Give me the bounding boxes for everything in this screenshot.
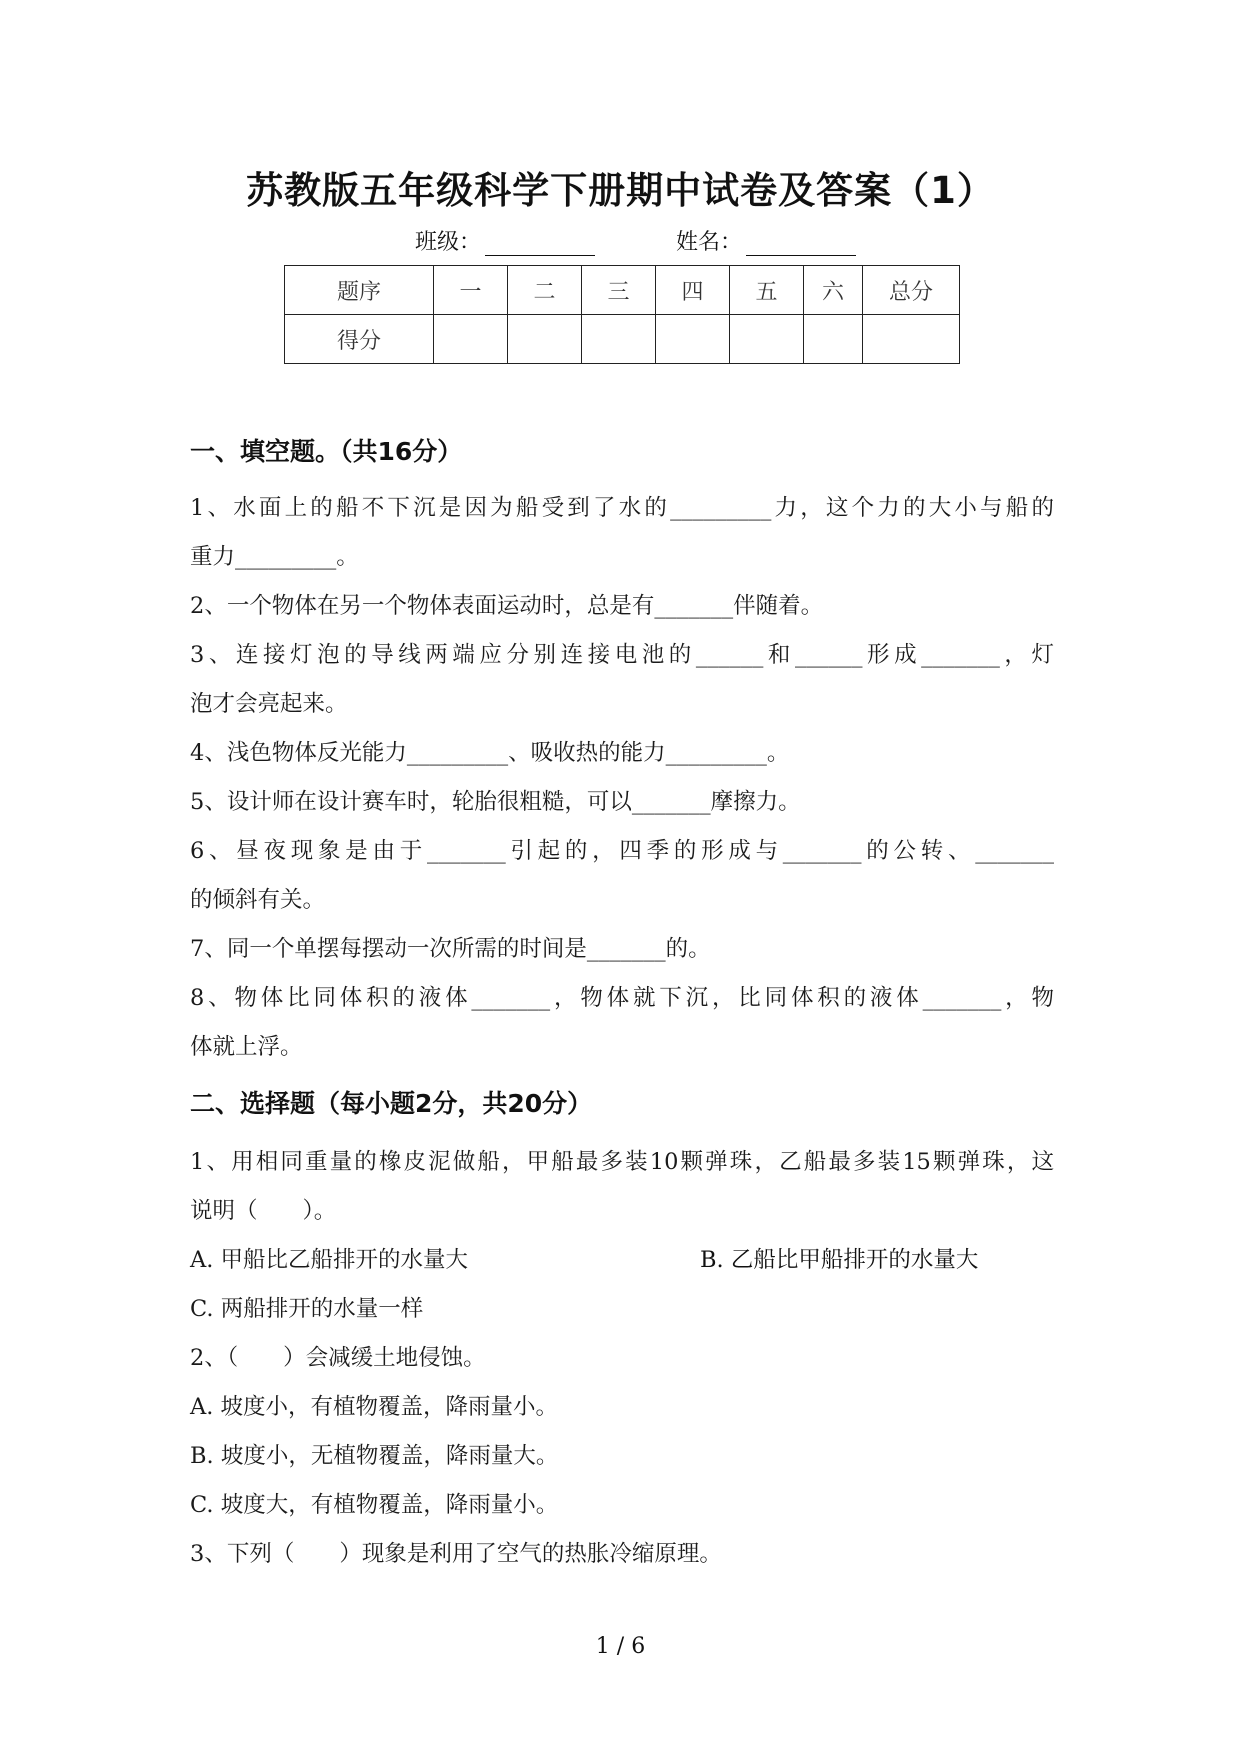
question-line: 2、一个物体在另一个物体表面运动时，总是有_______伴随着。 — [190, 593, 824, 619]
score-header-cell: 五 — [730, 266, 804, 315]
question-line: 体就上浮。 — [190, 1034, 303, 1060]
score-header-cell: 四 — [656, 266, 730, 315]
question-line: 1、用相同重量的橡皮泥做船，甲船最多装10颗弹珠，乙船最多装15颗弹珠，这 — [190, 1149, 1054, 1175]
score-cell — [863, 315, 960, 364]
score-cell — [582, 315, 656, 364]
option-a: A. 甲船比乙船排开的水量大 — [190, 1247, 469, 1273]
question-line: 3、下列（ ）现象是利用了空气的热胀冷缩原理。 — [190, 1541, 722, 1567]
score-table-score-row — [285, 315, 960, 364]
question-line: 泡才会亮起来。 — [190, 691, 348, 717]
question-line: 7、同一个单摆每摆动一次所需的时间是_______的。 — [190, 936, 711, 962]
question-line: 6、昼夜现象是由于_______引起的，四季的形成与_______的公转、_______ — [190, 838, 1054, 864]
class-blank — [485, 233, 595, 256]
name-field — [676, 225, 856, 256]
option-c: C. 坡度大，有植物覆盖，降雨量小。 — [190, 1492, 559, 1518]
option-b: B. 坡度小，无植物覆盖，降雨量大。 — [190, 1443, 559, 1469]
section2-heading: 二、选择题（每小题2分，共20分） — [190, 1089, 593, 1118]
score-cell — [730, 315, 804, 364]
option-c: C. 两船排开的水量一样 — [190, 1296, 424, 1322]
score-row-label: 得分 — [285, 315, 434, 364]
name-label: 姓名： — [676, 230, 743, 255]
question-line: 说明（ ）。 — [190, 1198, 337, 1224]
section1-heading: 一、填空题。（共16分） — [190, 437, 463, 466]
score-cell — [656, 315, 730, 364]
score-header-cell: 一 — [434, 266, 508, 315]
question-line: 2、（ ）会减缓土地侵蚀。 — [190, 1345, 486, 1371]
question-line: 4、浅色物体反光能力_________、吸收热的能力_________。 — [190, 740, 790, 766]
score-cell — [508, 315, 582, 364]
score-cell — [434, 315, 508, 364]
question-line: 8、物体比同体积的液体_______，物体就下沉，比同体积的液体_______，物 — [190, 985, 1054, 1011]
question-line: 1、水面上的船不下沉是因为船受到了水的_________力，这个力的大小与船的 — [190, 495, 1054, 521]
option-b: B. 乙船比甲船排开的水量大 — [700, 1247, 979, 1273]
option-a: A. 坡度小，有植物覆盖，降雨量小。 — [190, 1394, 559, 1420]
score-header-cell: 总分 — [863, 266, 960, 315]
class-label: 班级： — [415, 230, 482, 255]
score-header-cell: 三 — [582, 266, 656, 315]
score-table — [284, 265, 960, 364]
score-header-cell: 二 — [508, 266, 582, 315]
question-line: 5、设计师在设计赛车时，轮胎很粗糙，可以_______摩擦力。 — [190, 789, 801, 815]
question-line: 的倾斜有关。 — [190, 887, 326, 913]
name-blank — [746, 233, 856, 256]
score-table-header-row — [285, 266, 960, 315]
page-number: 1 / 6 — [595, 1634, 646, 1659]
score-header-cell: 题序 — [285, 266, 434, 315]
score-cell — [804, 315, 863, 364]
class-field — [415, 225, 595, 256]
score-header-cell: 六 — [804, 266, 863, 315]
page-title: 苏教版五年级科学下册期中试卷及答案（1） — [246, 169, 995, 212]
question-line: 重力_________。 — [190, 544, 359, 570]
question-line: 3、连接灯泡的导线两端应分别连接电池的______和______形成_______，灯 — [190, 642, 1054, 668]
